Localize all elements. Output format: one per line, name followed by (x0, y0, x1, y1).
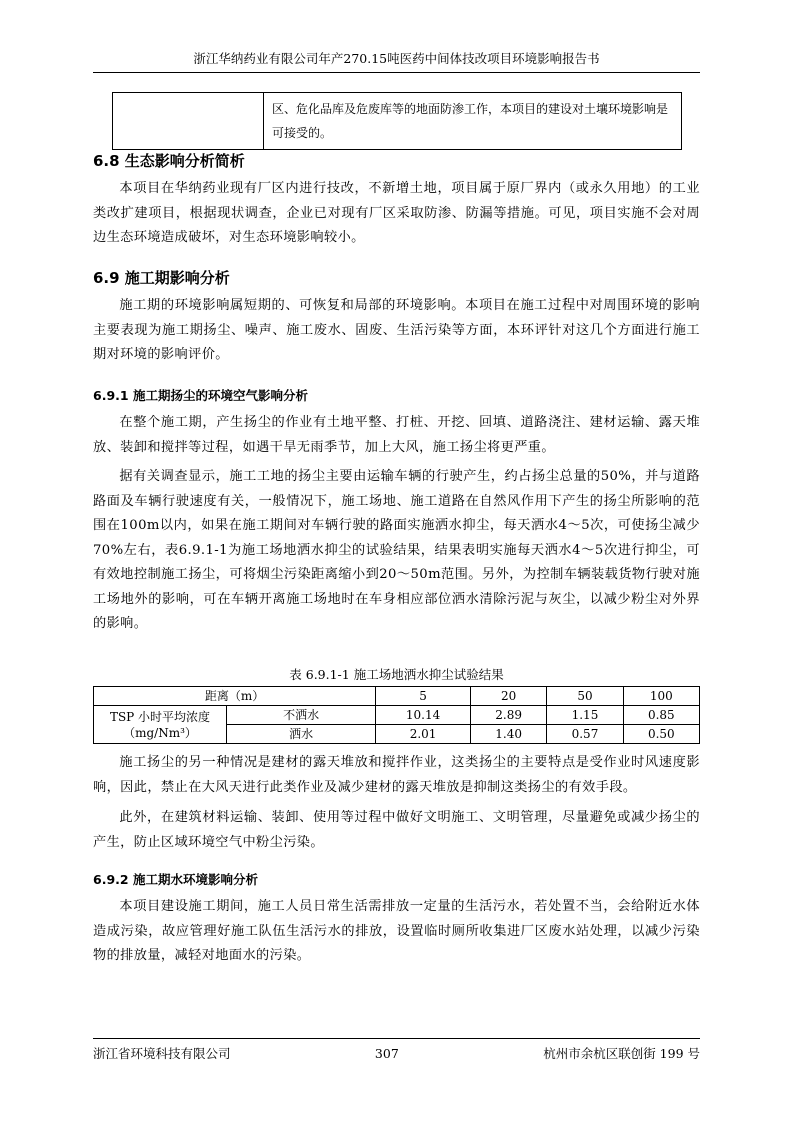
footer-company: 浙江省环境科技有限公司 (93, 1046, 231, 1061)
table-header-cell: 5 (376, 687, 471, 706)
section-6-9-1-paragraph-3: 施工扬尘的另一种情况是建材的露天堆放和搅拌作业，这类扬尘的主要特点是受作业时风速度影响，因此，禁止在大风天进行此类作业及减少建材的露天堆放是抑制这类扬尘的有效手段。 (93, 755, 700, 795)
page-footer (93, 1038, 700, 1063)
tsp-row-label (94, 706, 227, 744)
continued-table-right-cell: 区、危化品库及危废库等的地面防渗工作，本项目的建设对土壤环境影响是可接受的。 (264, 93, 682, 150)
section-6-8-paragraph: 本项目在华纳药业现有厂区内进行技改，不新增土地，项目属于原厂界内（或永久用地）的工业类改扩建项目，根据现状调查，企业已对现有厂区采取防渗、防漏等措施。可见，项目实施不会对周边生态环境造成破坏，对生态环境影响较小。 (93, 181, 700, 245)
section-6-9-1-heading: 6.9.1 施工期扬尘的环境空气影响分析 (93, 388, 308, 403)
table-row-label: 洒水 (227, 725, 376, 744)
section-6-9-2-paragraph: 本项目建设施工期间，施工人员日常生活需排放一定量的生活污水，若处置不当，会给附近水体造成污染，故应管理好施工队伍生活污水的排放，设置临时厕所收集进厂区废水站处理，以减少污染物的排放量，减轻对地面水的污染。 (93, 899, 700, 963)
table-cell: 1.40 (470, 725, 546, 744)
section-6-9-paragraph: 施工期的环境影响属短期的、可恢复和局部的环境影响。本项目在施工过程中对周围环境的影响主要表现为施工期扬尘、噪声、施工废水、固废、生活污染等方面，本环评针对这几个方面进行施工期对环境的影响评价。 (93, 298, 700, 362)
footer-address: 杭州市余杭区联创街 199 号 (543, 1046, 700, 1061)
page-header: 浙江华纳药业有限公司年产270.15吨医药中间体技改项目环境影响报告书 (93, 50, 700, 73)
table-header-cell: 50 (547, 687, 623, 706)
table-cell: 0.57 (547, 725, 623, 744)
section-6-9-1-paragraph-4: 此外，在建筑材料运输、装卸、使用等过程中做好文明施工、文明管理，尽量避免或减少扬尘的产生，防止区域环境空气中粉尘污染。 (93, 810, 700, 850)
section-6-8-heading: 6.8 生态影响分析简析 (93, 152, 245, 170)
section-6-9-1-paragraph-1: 在整个施工期，产生扬尘的作业有土地平整、打桩、开挖、回填、道路浇注、建材运输、露天堆放、装卸和搅拌等过程，如遇干旱无雨季节，加上大风，施工扬尘将更严重。 (93, 415, 700, 455)
continued-table-left-cell (113, 93, 264, 150)
continued-table (112, 92, 682, 150)
table-row-label: 不洒水 (227, 706, 376, 725)
table-cell: 0.85 (623, 706, 699, 725)
table-header-cell: 100 (623, 687, 699, 706)
table-cell: 1.15 (547, 706, 623, 725)
tsp-label-line2: （mg/Nm³） (123, 725, 197, 740)
section-6-9-heading: 6.9 施工期影响分析 (93, 269, 230, 287)
table-row (94, 706, 700, 725)
table-cell: 10.14 (376, 706, 471, 725)
table-cell: 2.01 (376, 725, 471, 744)
table-header-cell: 20 (470, 687, 546, 706)
page-number: 307 (374, 1046, 399, 1061)
table-caption: 表 6.9.1-1 施工场地洒水抑尘试验结果 (289, 667, 504, 682)
table-header-distance: 距离（m） (94, 687, 376, 706)
tsp-label-line1: TSP 小时平均浓度 (109, 709, 211, 724)
section-6-9-2-heading: 6.9.2 施工期水环境影响分析 (93, 872, 258, 887)
table-header-row (94, 687, 700, 706)
section-6-9-1-paragraph-2: 据有关调查显示，施工工地的扬尘主要由运输车辆的行驶产生，约占扬尘总量的50%，并与道路路面及车辆行驶速度有关，一般情况下，施工场地、施工道路在自然风作用下产生的扬尘所影响的范围在100m以内，如果在施工期间对车辆行驶的路面实施洒水抑尘，每天洒水4～5次，可使扬尘减少70%左右，表6.9.1-1为施工场地洒水抑尘的试验结果，结果表明实施每天洒水4～5次进行抑尘，可有效地控制施工扬尘，可将烟尘污染距离缩小到20～50m范围。另外，为控制车辆装载货物行驶对施工场地外的影响，可在车辆开离施工场地时在车身相应部位洒水清除污泥与灰尘，以减少粉尘对外界的影响。 (93, 469, 700, 631)
table-cell: 0.50 (623, 725, 699, 744)
table-cell: 2.89 (470, 706, 546, 725)
dust-suppression-table (93, 686, 700, 744)
